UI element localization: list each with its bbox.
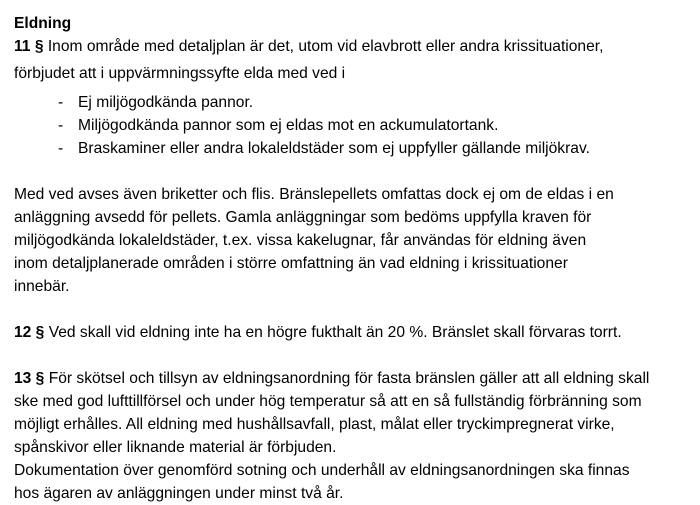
paragraph-line: inom detaljplanerade områden i större omfattning än vad eldning i krissituationer bbox=[14, 255, 568, 272]
list-item-text: Ej miljögodkända pannor. bbox=[78, 94, 254, 111]
bullet-dash: - bbox=[58, 140, 64, 157]
paragraph-line: spånskivor eller liknande material är förbjuden. bbox=[14, 439, 337, 456]
paragraph-line: ske med god lufttillförsel och under hög temperatur så att en så fullständig förbränning som bbox=[14, 393, 642, 410]
list-item-text: Braskaminer eller andra lokaleldstäder som ej uppfyller gällande miljökrav. bbox=[78, 140, 590, 157]
section-11-line-1 bbox=[14, 35, 694, 58]
list-item bbox=[14, 114, 694, 137]
paragraph-line: hos ägaren av anläggningen under minst två år. bbox=[14, 485, 344, 502]
bullet-dash: - bbox=[58, 94, 64, 111]
list-item-text: Miljögodkända pannor som ej eldas mot en ackumulatortank. bbox=[78, 117, 499, 134]
paragraph-line: Med ved avses även briketter och flis. Bränslepellets omfattas dock ej om de eldas i en bbox=[14, 186, 614, 203]
bullet-dash: - bbox=[58, 117, 64, 134]
ved-paragraph bbox=[14, 183, 694, 298]
paragraph-line bbox=[14, 367, 694, 390]
section-11-line-2: förbjudet att i uppvärmningssyfte elda med ved i bbox=[14, 65, 346, 82]
document-page bbox=[14, 12, 694, 505]
document-heading: Eldning bbox=[14, 15, 72, 32]
paragraph-line: Dokumentation över genomförd sotning och underhåll av eldningsanordningen ska finnas bbox=[14, 462, 630, 479]
section-11-mark: 11 § bbox=[14, 38, 44, 55]
paragraph-line: innebär. bbox=[14, 278, 70, 295]
section-11-list bbox=[14, 91, 694, 160]
list-item bbox=[14, 137, 694, 160]
section-12-mark: 12 § bbox=[14, 324, 45, 341]
paragraph-line: miljögodkända lokaleldstäder, t.ex. vissa kakelugnar, får användas för eldning även bbox=[14, 232, 587, 249]
section-12 bbox=[14, 321, 694, 344]
paragraph-line: anläggning avsedd för pellets. Gamla anläggningar som bedöms uppfylla kraven för bbox=[14, 209, 592, 226]
section-11-text-1: Inom område med detaljplan är det, utom vid elavbrott eller andra krissituationer, bbox=[43, 38, 604, 55]
section-13-mark: 13 § bbox=[14, 370, 45, 387]
list-item bbox=[14, 91, 694, 114]
section-13 bbox=[14, 367, 694, 505]
paragraph-line: möjligt erhålles. All eldning med hushållsavfall, plast, målat eller tryckimpregnerat virke, bbox=[14, 416, 615, 433]
section-13-first-text: För skötsel och tillsyn av eldningsanordning för fasta bränslen gäller att all eldning skall bbox=[44, 370, 650, 387]
section-12-text: Ved skall vid eldning inte ha en högre fukthalt än 20 %. Bränslet skall förvaras torrt. bbox=[44, 324, 622, 341]
